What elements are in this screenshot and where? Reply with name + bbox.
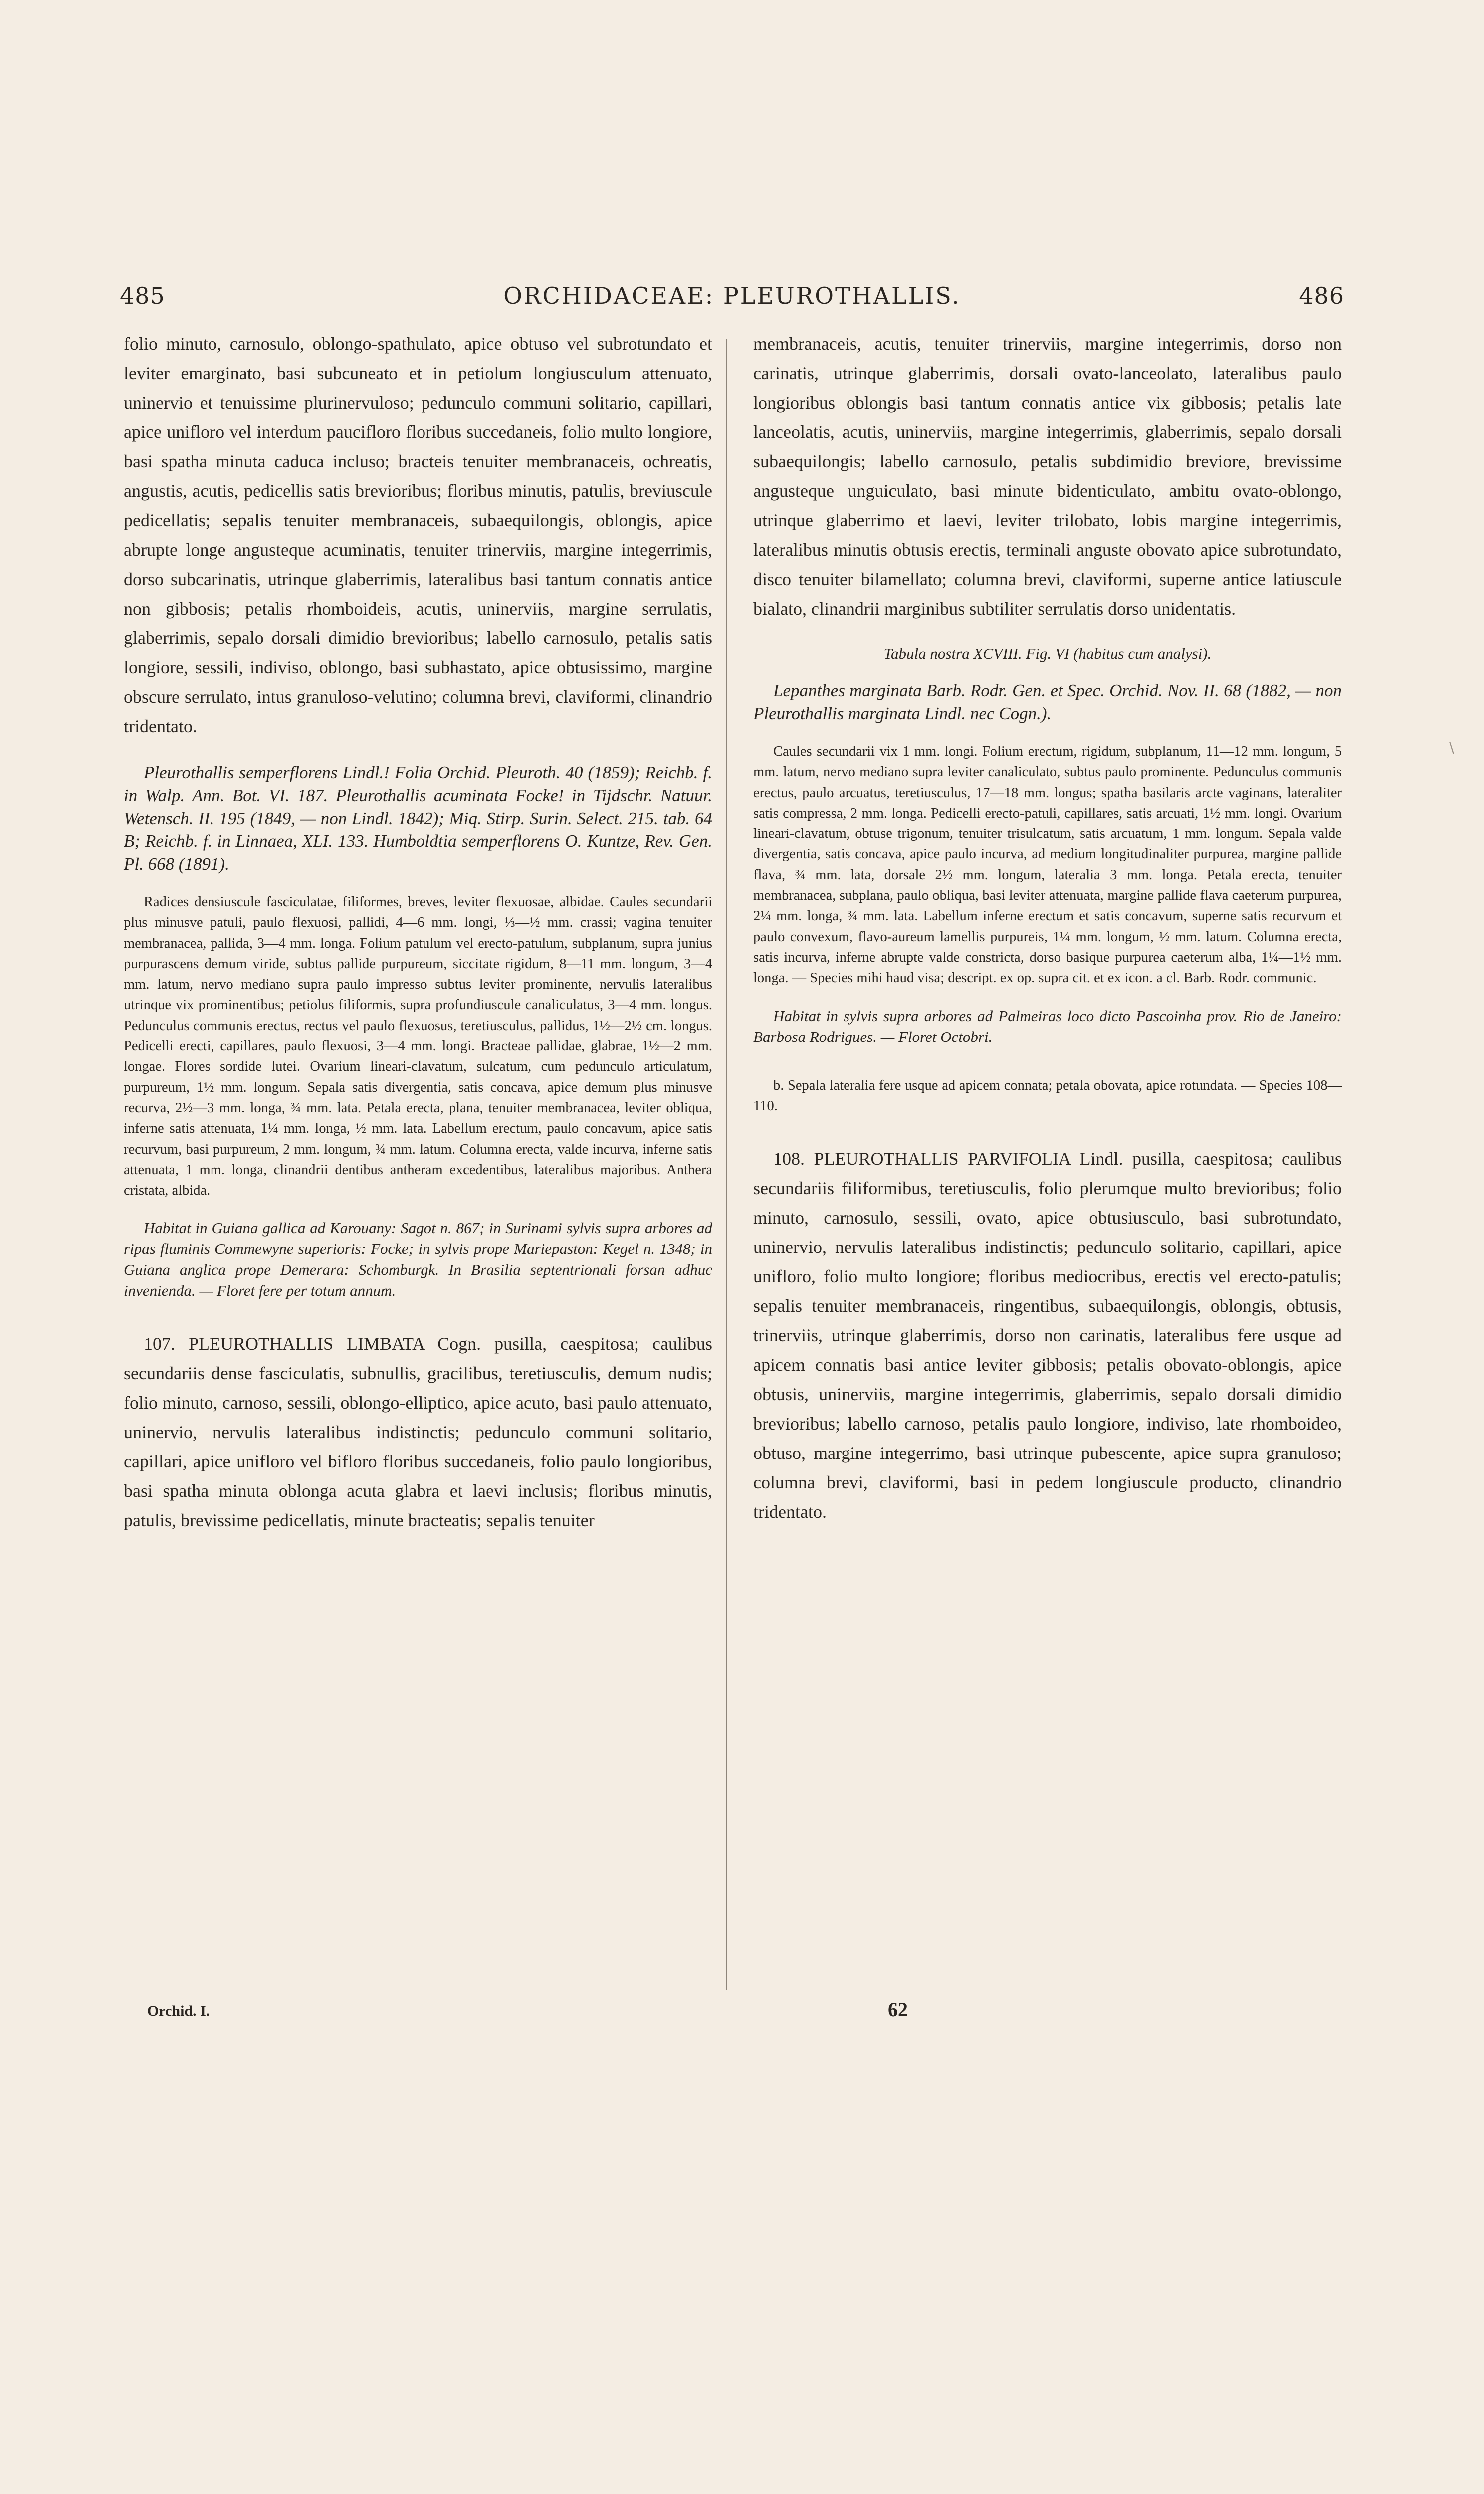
- right-species-108: 108. PLEUROTHALLIS PARVIFOLIA Lindl. pusilla, caespitosa; caulibus secundariis filiformibus, teretiusculis, folio plerumque multo brevioribus; folio minuto, carnosulo, sessili, ovato, apice obtusiusculo, basi subrotundato, uninervio, nervulis lateralibus indistinctis; pedunculo solitario, capillari, apice unifloro, folio multo longiore; floribus mediocribus, erectis vel erecto-patulis; sepalis tenuiter membranaceis, ringentibus, subaequilongis, oblongis, obtusis, trinerviis, utrinque glaberrimis, dorso non carinatis, lateralibus fere usque ad apicem connatis basi antice leviter gibbosis; petalis obovato-oblongis, apice obtusis, uninerviis, margine integerrimis, glaberrimis, sepalo dorsali dimidio brevioribus; labello carnoso, petalis paulo longiore, indiviso, late rhomboideo, obtuso, margine integerrimo, basi utrinque pubescente, apice supra granuloso; columna brevi, claviformi, basi in pedem longiuscule producto, clinandrio tridentato.: [753, 1149, 1342, 1522]
- left-column: [124, 329, 712, 1535]
- right-column: [753, 329, 1342, 1527]
- left-habitat: Habitat in Guiana gallica ad Karouany: Sagot n. 867; in Surinami sylvis supra arbores ad ripas fluminis Commewyne superioris: Focke; in sylvis prope Mariepaston: Kegel n. 1348; in Guiana anglica prope Demerara: Schomburgk. In Brasilia septentrionali forsan adhuc invenienda. — Floret fere per totum annum.: [124, 1219, 712, 1300]
- footer-signature: Orchid. I.: [147, 2003, 210, 2019]
- running-header: [120, 282, 1344, 312]
- left-diagnosis-continued: folio minuto, carnosulo, oblongo-spathulato, apice obtuso vel subrotundato et leviter emarginato, basi subcuneato et in petiolum longiusculum attenuato, uninervio et tenuissime plurinervuloso; pedunculo communi solitario, capillari, apice unifloro vel interdum paucifloro floribus succedaneis, folio multo longiore, basi spatha minuta caduca incluso; bracteis tenuiter membranaceis, ochreatis, angustis, acutis, pedicellis satis brevioribus; floribus minutis, patulis, breviuscule pedicellatis; sepalis tenuiter membranaceis, subaequilongis, oblongis, apice abrupte longe angusteque acuminatis, tenuiter trinerviis, margine integerrimis, dorso subcarinatis, utrinque glaberrimis, lateralibus basi tantum connatis antice non gibbosis; petalis rhomboideis, acutis, uninerviis, margine serrulatis, glaberrimis, sepalo dorsali dimidio brevioribus; labello carnosulo, petalis satis longiore, sessili, indiviso, oblongo, basi subhastato, apice obtusissimo, margine obscure serrulato, intus granuloso-velutino; columna brevi, claviformi, clinandrio tridentato.: [124, 334, 712, 736]
- page-number-right: 486: [1299, 282, 1344, 309]
- right-habitat: Habitat in sylvis supra arbores ad Palmeiras loco dicto Pascoinha prov. Rio de Janeiro: Barbosa Rodrigues. — Floret Octobri.: [753, 1007, 1342, 1045]
- right-diagnosis-continued: membranaceis, acutis, tenuiter trinerviis, margine integerrimis, dorso non carinatis, utrinque glaberrimis, dorsali ovato-lanceolato, lateralibus paulo longioribus oblongis basi tantum connatis antice vix gibbosis; petalis late lanceolatis, acutis, uninerviis, margine integerrimis, glaberrimis, sepalo dorsali subaequilongis; labello carnosulo, petalis subdimidio breviore, brevissime angusteque unguiculato, basi minute bidenticulato, ambitu ovato-oblongo, utrinque glaberrimo et laevi, leviter trilobato, lobis margine integerrimis, lateralibus minutis obtusis erectis, terminali anguste obovato apice subrotundato, disco tenuiter bilamellato; columna brevi, claviformi, superne antice latiuscule bialato, clinandrii marginibus subtiliter serrulatis dorso unidentatis.: [753, 334, 1342, 619]
- right-synonymy: Lepanthes marginata Barb. Rodr. Gen. et Spec. Orchid. Nov. II. 68 (1882, — non Pleurothallis marginata Lindl. nec Cogn.).: [753, 681, 1342, 723]
- left-species-107: 107. PLEUROTHALLIS LIMBATA Cogn. pusilla, caespitosa; caulibus secundariis dense fasciculatis, subnullis, gracilibus, teretiusculis, demum nudis; folio minuto, carnoso, sessili, oblongo-elliptico, apice acuto, basi paulo attenuato, uninervio, nervulis lateralibus indistinctis; pedunculo communi solitario, capillari, apice unifloro vel bifloro floribus succedaneis, folio paulo longioribus, basi spatha minuta oblonga acuta glabra et laevi inclusis; floribus minutis, patulis, brevissime pedicellatis, minute bracteatis; sepalis tenuiter: [124, 1334, 712, 1531]
- footer-sheet-number: 62: [888, 1998, 908, 2021]
- right-description: Caules secundarii vix 1 mm. longi. Folium erectum, rigidum, subplanum, 11—12 mm. longum, 5 mm. latum, nervo mediano supra leviter canaliculato, subtus paulo prominente. Pedunculus communis erectus, paulo arcuatus, teretiusculus, 17—18 mm. longus; spatha basilaris arcte vaginans, lateraliter satis compressa, 2 mm. longa. Pedicelli erecto-patuli, capillares, satis arcuati, 1½ mm. longi. Ovarium lineari-clavatum, obtuse trigonum, tenuiter trisulcatum, satis arcuatum, 1 mm. longum. Sepala valde divergentia, satis concava, apice paulo incurva, ad medium longitudinaliter purpurea, margine pallide flava, ¾ mm. lata, dorsale 2½ mm. longum, lateralia 3 mm. longa. Petala erecta, tenuiter membranacea, subplana, paulo obliqua, basi leviter attenuata, margine pallide flava caeterum purpurea, 2¼ mm. longa, ¾ mm. lata. Labellum inferne erectum et satis concavum, superne satis recurvum et paulo convexum, flavo-aureum lamellis purpureis, 1¼ mm. longum, ½ mm. latum. Columna erecta, satis incurva, inferne abrupte valde constricta, dorso basique purpurea caeterum alba, 1¼—1½ mm. longa. — Species mihi haud visa; descript. ex op. supra cit. et ex icon. a cl. Barb. Rodr. communic.: [753, 744, 1342, 986]
- left-description: Radices densiuscule fasciculatae, filiformes, breves, leviter flexuosae, albidae. Caules secundarii plus minusve patuli, paulo flexuosi, pallidi, 4—6 mm. longi, ⅓—½ mm. crassi; vagina tenuiter membranacea, pallida, 3—4 mm. longa. Folium patulum vel erecto-patulum, subplanum, supra junius purpurascens demum viride, subtus pallide purpureum, siccitate rigidum, 8—11 mm. longum, 3—4 mm. latum, nervo mediano supra paulo impresso subtus leviter prominente, nervulis lateralibus utrinque vix prominentibus; petiolus filiformis, supra profundiuscule canaliculatus, 3—4 mm. longus. Pedunculus communis erectus, rectus vel paulo flexuosus, teretiusculus, pallidus, 1½—2½ cm. longus. Pedicelli erecti, capillares, paulo flexuosi, 3—4 mm. longi. Bracteae pallidae, glabrae, 1½—2 mm. longae. Flores sordide lutei. Ovarium lineari-clavatum, sulcatum, cum pedunculo articulatum, purpureum, 1½ mm. longum. Sepala satis divergentia, satis concava, apice demum plus minusve recurva, 2½—3 mm. longa, ¾ mm. lata. Petala erecta, plana, tenuiter membranacea, leviter obliqua, inferne satis attenuata, 1¼ mm. longa, ½ mm. lata. Labellum erectum, paulo concavum, apice satis recurvum, basi purpureum, 2 mm. longum, ¾ mm. latum. Columna erecta, valde incurva, inferne satis attenuata, 1 mm. longa, clinandrii dentibus antheram excedentibus, lateralibus majoribus. Anthera cristata, albida.: [124, 894, 712, 1199]
- page-number-left: 485: [120, 282, 165, 309]
- right-subsection-b: b. Sepala lateralia fere usque ad apicem connata; petala obovata, apice rotundata. — Species 108—110.: [753, 1077, 1342, 1114]
- column-divider: [726, 339, 727, 1990]
- margin-mark: \: [1449, 739, 1455, 757]
- left-synonymy: Pleurothallis semperflorens Lindl.! Folia Orchid. Pleuroth. 40 (1859); Reichb. f. in Walp. Ann. Bot. VI. 187. Pleurothallis acuminata Focke! in Tijdschr. Natuur. Wetensch. II. 195 (1849, — non Lindl. 1842); Miq. Stirp. Surin. Select. 215. tab. 64 B; Reichb. f. in Linnaea, XLI. 133. Humboldtia semperflorens O. Kuntze, Rev. Gen. Pl. 668 (1891).: [124, 763, 712, 874]
- running-title: ORCHIDACEAE: PLEUROTHALLIS.: [503, 282, 961, 309]
- right-plate-reference: Tabula nostra XCVIII. Fig. VI (habitus cum analysi).: [883, 645, 1212, 662]
